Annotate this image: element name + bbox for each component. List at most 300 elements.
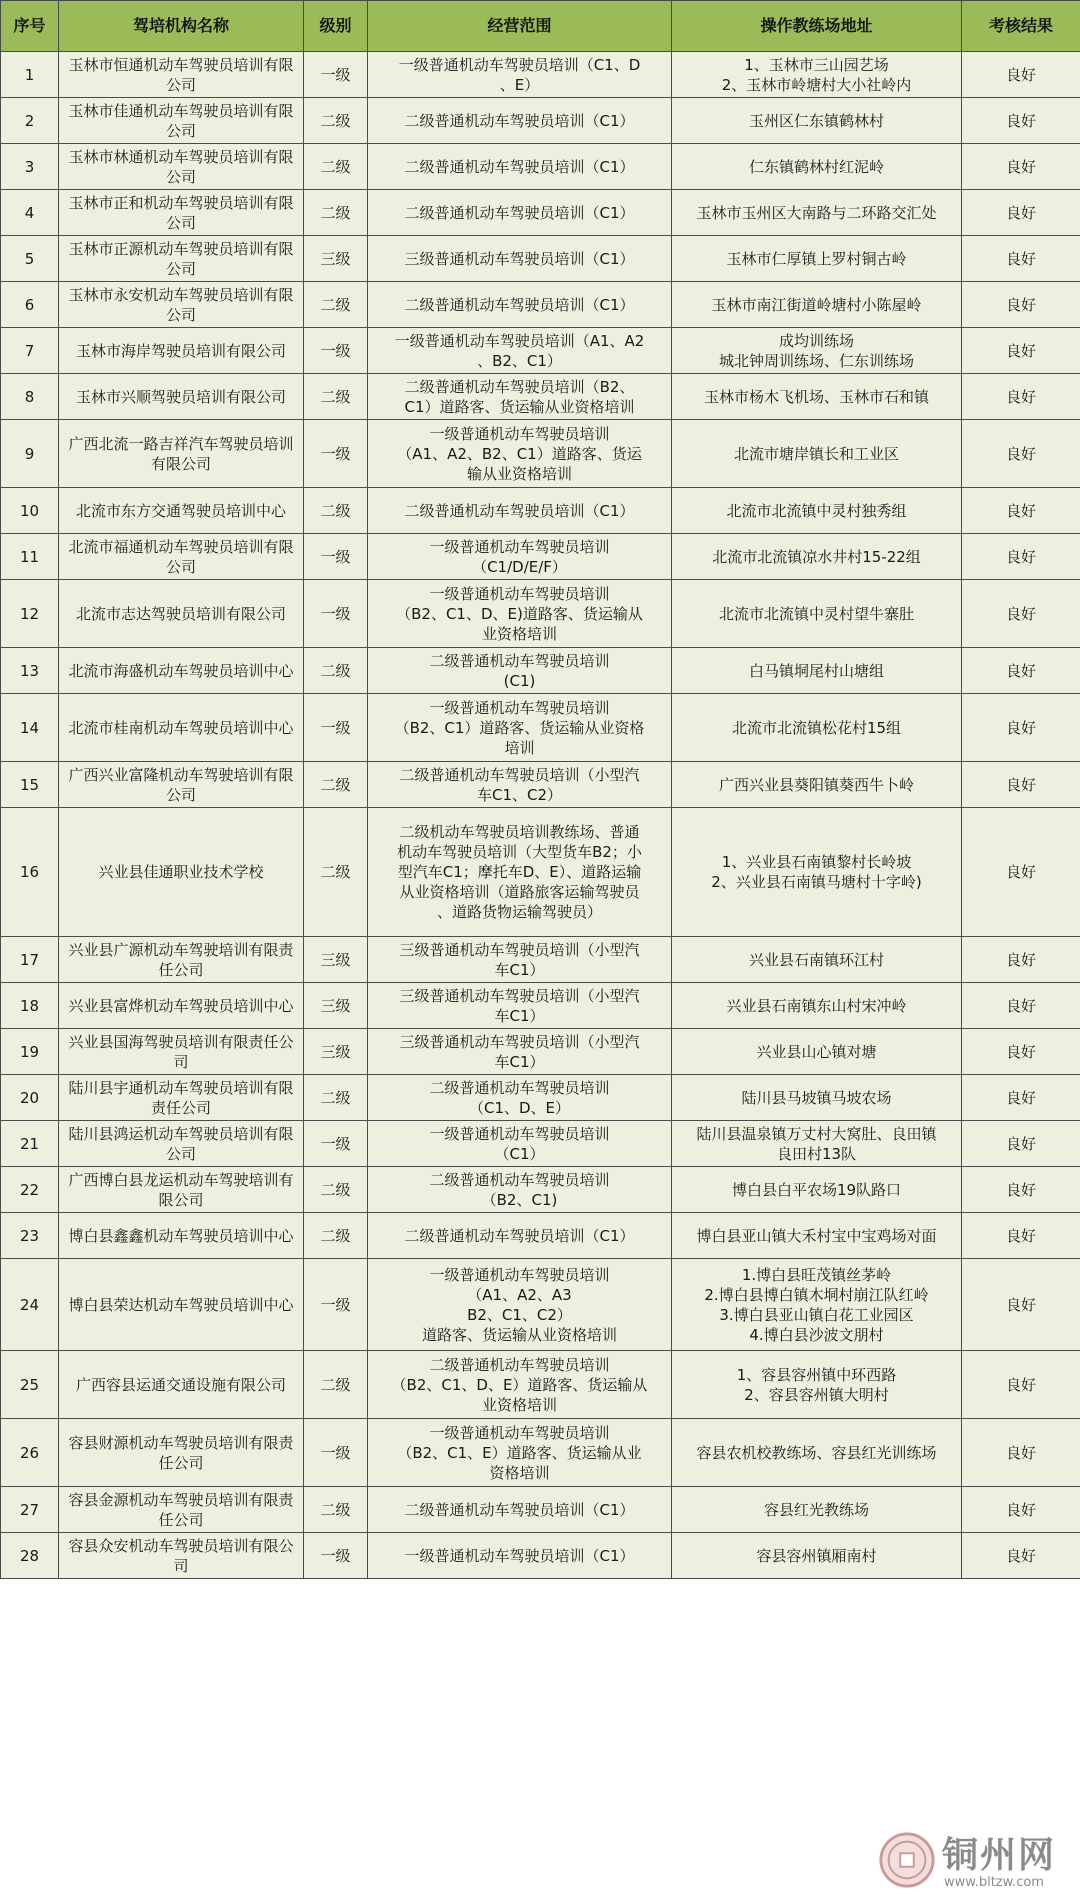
table-row — [1, 144, 1080, 190]
training-ground-address — [672, 694, 962, 762]
training-ground-address-line: 北流市北流镇中灵村望牛寨肚 — [718, 604, 914, 623]
business-scope — [368, 420, 672, 488]
business-scope-line: 一级普通机动车驾驶员培训 — [429, 584, 610, 603]
table-row — [1, 1213, 1080, 1259]
business-scope-line: (C1) — [503, 671, 536, 690]
institution-level: 一级 — [304, 580, 368, 648]
institution-level: 二级 — [304, 808, 368, 937]
institution-name: 广西兴业富隆机动车驾驶培训有限公司 — [59, 762, 304, 808]
business-scope-line: 一级普通机动车驾驶员培训 — [429, 1124, 610, 1143]
business-scope-line: （A1、A2、B2、C1）道路客、货运 — [397, 444, 642, 463]
business-scope-line: 三级普通机动车驾驶员培训（C1） — [404, 249, 635, 268]
institution-name: 玉林市正和机动车驾驶员培训有限公司 — [59, 190, 304, 236]
training-ground-address-line: 2.博白县博白镇木垌村崩江队红岭 — [704, 1285, 929, 1304]
business-scope — [368, 1533, 672, 1579]
business-scope-line: 、B2、C1） — [477, 351, 562, 370]
institution-level: 二级 — [304, 1351, 368, 1419]
training-ground-address — [672, 1351, 962, 1419]
table-row — [1, 808, 1080, 937]
training-ground-address-line: 博白县白平农场19队路口 — [731, 1180, 902, 1199]
training-ground-address-line: 兴业县石南镇环江村 — [748, 950, 884, 969]
training-ground-address-line: 陆川县马坡镇马坡农场 — [741, 1088, 892, 1107]
institution-name: 博白县鑫鑫机动车驾驶员培训中心 — [59, 1213, 304, 1259]
business-scope-line: （B2、C1）道路客、货运输从业资格 — [394, 718, 645, 737]
table-row — [1, 1029, 1080, 1075]
training-ground-address-line: 玉林市南江街道岭塘村小陈屋岭 — [711, 295, 922, 314]
business-scope-line: 三级普通机动车驾驶员培训（小型汽 — [399, 940, 640, 959]
business-scope — [368, 374, 672, 420]
business-scope — [368, 1259, 672, 1351]
institution-level: 一级 — [304, 1533, 368, 1579]
row-number: 5 — [1, 236, 59, 282]
business-scope-line: 二级普通机动车驾驶员培训（C1） — [404, 501, 635, 520]
institution-name: 北流市福通机动车驾驶员培训有限公司 — [59, 534, 304, 580]
business-scope-line: 业资格培训 — [481, 624, 557, 643]
business-scope-line: 车C1、C2） — [476, 785, 563, 804]
institution-name: 兴业县富烨机动车驾驶员培训中心 — [59, 983, 304, 1029]
assessment-result: 良好 — [962, 282, 1080, 328]
watermark-url: www.bltzw.com — [944, 1875, 1044, 1890]
business-scope-line: 二级普通机动车驾驶员培训 — [429, 651, 610, 670]
institution-level: 二级 — [304, 1075, 368, 1121]
assessment-result: 良好 — [962, 144, 1080, 190]
header-address: 操作教练场地址 — [672, 1, 962, 52]
table-row — [1, 236, 1080, 282]
institution-name: 玉林市正源机动车驾驶员培训有限公司 — [59, 236, 304, 282]
business-scope-line: 车C1） — [494, 1006, 545, 1025]
assessment-result: 良好 — [962, 328, 1080, 374]
training-ground-address — [672, 52, 962, 98]
assessment-result: 良好 — [962, 580, 1080, 648]
table-row — [1, 282, 1080, 328]
business-scope — [368, 1029, 672, 1075]
row-number: 19 — [1, 1029, 59, 1075]
institution-level: 二级 — [304, 98, 368, 144]
table-row — [1, 1167, 1080, 1213]
header-result: 考核结果 — [962, 1, 1080, 52]
training-ground-address-line: 容县红光教练场 — [763, 1500, 869, 1519]
row-number: 2 — [1, 98, 59, 144]
assessment-result: 良好 — [962, 694, 1080, 762]
institution-name: 玉林市海岸驾驶员培训有限公司 — [59, 328, 304, 374]
training-ground-address-line: 玉林市玉州区大南路与二环路交汇处 — [696, 203, 937, 222]
training-ground-address-line: 玉州区仁东镇鹤林村 — [748, 111, 884, 130]
institution-name: 玉林市林通机动车驾驶员培训有限公司 — [59, 144, 304, 190]
assessment-result: 良好 — [962, 534, 1080, 580]
business-scope — [368, 144, 672, 190]
table-row — [1, 694, 1080, 762]
row-number: 24 — [1, 1259, 59, 1351]
business-scope-line: （B2、C1) — [481, 1190, 558, 1209]
business-scope-line: 一级普通机动车驾驶员培训 — [429, 537, 610, 556]
business-scope-line: B2、C1、C2） — [467, 1305, 572, 1324]
assessment-result: 良好 — [962, 236, 1080, 282]
institution-name: 北流市桂南机动车驾驶员培训中心 — [59, 694, 304, 762]
training-ground-address-line: 陆川县温泉镇万丈村大窝肚、良田镇 — [696, 1124, 937, 1143]
training-ground-address-line: 容县农机校教练场、容县红光训练场 — [696, 1443, 937, 1462]
assessment-result: 良好 — [962, 1075, 1080, 1121]
assessment-result: 良好 — [962, 1419, 1080, 1487]
institution-name: 北流市海盛机动车驾驶员培训中心 — [59, 648, 304, 694]
business-scope — [368, 328, 672, 374]
business-scope — [368, 983, 672, 1029]
business-scope-line: 二级普通机动车驾驶员培训（小型汽 — [399, 765, 640, 784]
business-scope — [368, 1213, 672, 1259]
business-scope-line: （B2、C1、E）道路客、货运输从业 — [397, 1443, 642, 1462]
business-scope-line: 三级普通机动车驾驶员培训（小型汽 — [399, 986, 640, 1005]
row-number: 1 — [1, 52, 59, 98]
assessment-result: 良好 — [962, 1533, 1080, 1579]
table-row — [1, 648, 1080, 694]
institution-level: 一级 — [304, 694, 368, 762]
training-ground-address — [672, 420, 962, 488]
institution-name: 博白县荣达机动车驾驶员培训中心 — [59, 1259, 304, 1351]
training-ground-address — [672, 190, 962, 236]
business-scope-line: 型汽车C1；摩托车D、E）、道路运输 — [397, 863, 642, 881]
institution-name: 陆川县鸿运机动车驾驶员培训有限公司 — [59, 1121, 304, 1167]
business-scope — [368, 580, 672, 648]
training-ground-address-line: 1、兴业县石南镇黎村长岭坡 — [721, 853, 912, 871]
business-scope — [368, 236, 672, 282]
training-ground-address-line: 3.博白县亚山镇白花工业园区 — [719, 1305, 914, 1324]
training-ground-address-line: 北流市塘岸镇长和工业区 — [733, 444, 899, 463]
training-ground-address-line: 容县容州镇厢南村 — [756, 1546, 877, 1565]
row-number: 13 — [1, 648, 59, 694]
assessment-result: 良好 — [962, 1121, 1080, 1167]
training-ground-address-line: 博白县亚山镇大禾村宝中宝鸡场对面 — [696, 1226, 937, 1245]
business-scope-line: 二级普通机动车驾驶员培训（C1） — [404, 203, 635, 222]
row-number: 3 — [1, 144, 59, 190]
training-ground-address — [672, 1213, 962, 1259]
business-scope — [368, 1351, 672, 1419]
training-ground-address — [672, 1029, 962, 1075]
table-row — [1, 1419, 1080, 1487]
row-number: 11 — [1, 534, 59, 580]
row-number: 21 — [1, 1121, 59, 1167]
business-scope-line: 输从业资格培训 — [466, 464, 572, 483]
business-scope-line: 二级普通机动车驾驶员培训（C1） — [404, 111, 635, 130]
training-ground-address-line: 仁东镇鹤林村红泥岭 — [748, 157, 884, 176]
assessment-result: 良好 — [962, 420, 1080, 488]
training-ground-address-line: 4.博白县沙波文朋村 — [749, 1325, 884, 1344]
training-ground-address — [672, 983, 962, 1029]
training-ground-address — [672, 1259, 962, 1351]
institution-name: 玉林市佳通机动车驾驶员培训有限公司 — [59, 98, 304, 144]
table-row — [1, 190, 1080, 236]
institution-level: 二级 — [304, 762, 368, 808]
coin-logo-icon — [878, 1831, 936, 1889]
training-ground-address-line: 2、兴业县石南镇马塘村十字岭) — [711, 873, 922, 891]
institution-level: 二级 — [304, 1487, 368, 1533]
training-ground-address-line: 良田村13队 — [776, 1144, 857, 1163]
business-scope-line: C1）道路客、货运输从业资格培训 — [404, 397, 635, 416]
business-scope — [368, 98, 672, 144]
institution-level: 二级 — [304, 144, 368, 190]
business-scope — [368, 1487, 672, 1533]
business-scope — [368, 52, 672, 98]
training-ground-address — [672, 1533, 962, 1579]
assessment-result: 良好 — [962, 1029, 1080, 1075]
row-number: 7 — [1, 328, 59, 374]
institution-name: 广西博白县龙运机动车驾驶培训有限公司 — [59, 1167, 304, 1213]
institution-level: 二级 — [304, 190, 368, 236]
training-ground-address-line: 1、玉林市三山园艺场 — [744, 55, 889, 74]
assessment-result: 良好 — [962, 190, 1080, 236]
assessment-result: 良好 — [962, 1167, 1080, 1213]
institution-name: 北流市志达驾驶员培训有限公司 — [59, 580, 304, 648]
business-scope-line: 二级普通机动车驾驶员培训 — [429, 1170, 610, 1189]
business-scope-line: （C1/D/E/F） — [472, 557, 567, 576]
row-number: 16 — [1, 808, 59, 937]
assessment-result: 良好 — [962, 1487, 1080, 1533]
assessment-result: 良好 — [962, 488, 1080, 534]
row-number: 17 — [1, 937, 59, 983]
business-scope — [368, 534, 672, 580]
row-number: 28 — [1, 1533, 59, 1579]
assessment-result: 良好 — [962, 374, 1080, 420]
training-ground-address-line: 1.博白县旺茂镇丝茅岭 — [741, 1265, 892, 1284]
training-ground-address — [672, 580, 962, 648]
institution-level: 二级 — [304, 488, 368, 534]
institution-level: 二级 — [304, 282, 368, 328]
business-scope-line: 、E） — [499, 75, 540, 94]
training-ground-address — [672, 98, 962, 144]
training-ground-address — [672, 1419, 962, 1487]
business-scope-line: 二级普通机动车驾驶员培训（B2、 — [404, 377, 635, 396]
business-scope-line: 二级普通机动车驾驶员培训（C1） — [404, 295, 635, 314]
training-ground-address-line: 玉林市仁厚镇上罗村铜古岭 — [726, 249, 907, 268]
institution-name: 玉林市永安机动车驾驶员培训有限公司 — [59, 282, 304, 328]
table-row — [1, 1075, 1080, 1121]
table-row — [1, 983, 1080, 1029]
row-number: 20 — [1, 1075, 59, 1121]
business-scope-line: 、道路货物运输驾驶员） — [436, 903, 602, 921]
business-scope-line: 一级普通机动车驾驶员培训（A1、A2 — [394, 331, 645, 350]
watermark-name: 铜州网 — [942, 1834, 1057, 1876]
institution-level: 一级 — [304, 534, 368, 580]
table-row — [1, 488, 1080, 534]
business-scope-line: 一级普通机动车驾驶员培训 — [429, 424, 610, 443]
table-row — [1, 762, 1080, 808]
business-scope — [368, 488, 672, 534]
table-row — [1, 1533, 1080, 1579]
assessment-result: 良好 — [962, 983, 1080, 1029]
business-scope-line: 一级普通机动车驾驶员培训 — [429, 698, 610, 717]
institution-level: 二级 — [304, 1213, 368, 1259]
institution-name: 容县众安机动车驾驶员培训有限公司 — [59, 1533, 304, 1579]
training-ground-address-line: 广西兴业县葵阳镇葵西牛卜岭 — [718, 775, 914, 794]
business-scope — [368, 648, 672, 694]
institution-name: 玉林市恒通机动车驾驶员培训有限公司 — [59, 52, 304, 98]
institution-level: 三级 — [304, 236, 368, 282]
business-scope-line: 二级普通机动车驾驶员培训（C1） — [404, 157, 635, 176]
table-row — [1, 52, 1080, 98]
row-number: 27 — [1, 1487, 59, 1533]
table-row — [1, 1487, 1080, 1533]
row-number: 4 — [1, 190, 59, 236]
header-scope: 经营范围 — [368, 1, 672, 52]
institution-level: 二级 — [304, 1167, 368, 1213]
institution-level: 一级 — [304, 52, 368, 98]
business-scope-line: 资格培训 — [489, 1463, 550, 1482]
institution-level: 三级 — [304, 937, 368, 983]
row-number: 18 — [1, 983, 59, 1029]
row-number: 6 — [1, 282, 59, 328]
training-ground-address — [672, 1121, 962, 1167]
training-ground-address — [672, 1487, 962, 1533]
business-scope — [368, 808, 672, 937]
business-scope-line: 二级机动车驾驶员培训教练场、普通 — [399, 823, 640, 841]
table-row — [1, 420, 1080, 488]
business-scope-line: （C1） — [494, 1144, 545, 1163]
business-scope-line: 二级普通机动车驾驶员培训（C1） — [404, 1226, 635, 1245]
row-number: 22 — [1, 1167, 59, 1213]
table-row — [1, 1351, 1080, 1419]
business-scope — [368, 937, 672, 983]
training-ground-address — [672, 762, 962, 808]
training-ground-address-line: 玉林市杨木飞机场、玉林市石和镇 — [703, 387, 929, 406]
training-ground-address-line: 北流市北流镇松花村15组 — [731, 718, 902, 737]
table-row — [1, 580, 1080, 648]
assessment-result: 良好 — [962, 98, 1080, 144]
business-scope-line: （B2、C1、D、E）道路客、货运输从 — [391, 1375, 648, 1394]
training-ground-address — [672, 488, 962, 534]
business-scope — [368, 1075, 672, 1121]
institution-name: 北流市东方交通驾驶员培训中心 — [59, 488, 304, 534]
row-number: 25 — [1, 1351, 59, 1419]
table-row — [1, 374, 1080, 420]
training-ground-address-line: 北流市北流镇凉水井村15-22组 — [712, 547, 921, 566]
training-ground-address-line: 1、容县容州镇中环西路 — [736, 1365, 897, 1384]
business-scope-line: 二级普通机动车驾驶员培训 — [429, 1355, 610, 1374]
training-ground-address — [672, 808, 962, 937]
training-ground-address-line: 2、容县容州镇大明村 — [744, 1385, 889, 1404]
table-row — [1, 98, 1080, 144]
institution-level: 一级 — [304, 328, 368, 374]
business-scope-line: 一级普通机动车驾驶员培训 — [429, 1265, 610, 1284]
institution-level: 一级 — [304, 1121, 368, 1167]
business-scope-line: 机动车驾驶员培训（大型货车B2；小 — [397, 843, 642, 861]
business-scope-line: （C1、D、E） — [468, 1098, 571, 1117]
training-ground-address-line: 兴业县山心镇对塘 — [756, 1042, 877, 1061]
training-ground-address-line: 白马镇垌尾村山塘组 — [748, 661, 884, 680]
institution-name: 容县金源机动车驾驶员培训有限责任公司 — [59, 1487, 304, 1533]
business-scope — [368, 1419, 672, 1487]
row-number: 9 — [1, 420, 59, 488]
table-row — [1, 534, 1080, 580]
training-ground-address — [672, 236, 962, 282]
assessment-result: 良好 — [962, 1351, 1080, 1419]
table-row — [1, 937, 1080, 983]
business-scope-line: 业资格培训 — [481, 1395, 557, 1414]
training-ground-address — [672, 534, 962, 580]
institution-level: 二级 — [304, 374, 368, 420]
business-scope — [368, 1121, 672, 1167]
business-scope — [368, 1167, 672, 1213]
institution-name: 容县财源机动车驾驶员培训有限责任公司 — [59, 1419, 304, 1487]
row-number: 12 — [1, 580, 59, 648]
assessment-result: 良好 — [962, 52, 1080, 98]
business-scope — [368, 762, 672, 808]
training-ground-address — [672, 648, 962, 694]
assessment-result: 良好 — [962, 808, 1080, 937]
row-number: 14 — [1, 694, 59, 762]
business-scope-line: 从业资格培训（道路旅客运输驾驶员 — [399, 883, 640, 901]
institution-name: 陆川县宇通机动车驾驶员培训有限责任公司 — [59, 1075, 304, 1121]
assessment-result: 良好 — [962, 937, 1080, 983]
training-ground-address — [672, 328, 962, 374]
row-number: 23 — [1, 1213, 59, 1259]
business-scope — [368, 282, 672, 328]
row-number: 15 — [1, 762, 59, 808]
institution-level: 三级 — [304, 983, 368, 1029]
row-number: 26 — [1, 1419, 59, 1487]
business-scope-line: 三级普通机动车驾驶员培训（小型汽 — [399, 1032, 640, 1051]
watermark — [874, 1825, 1074, 1897]
training-ground-address-line: 2、玉林市岭塘村大小社岭内 — [721, 75, 912, 94]
assessment-result: 良好 — [962, 1259, 1080, 1351]
table-row — [1, 1259, 1080, 1351]
institution-name: 兴业县国海驾驶员培训有限责任公司 — [59, 1029, 304, 1075]
business-scope — [368, 694, 672, 762]
business-scope-line: 二级普通机动车驾驶员培训（C1） — [404, 1500, 635, 1519]
institution-level: 一级 — [304, 1419, 368, 1487]
institution-name: 玉林市兴顺驾驶员培训有限公司 — [59, 374, 304, 420]
institution-name: 广西北流一路吉祥汽车驾驶员培训有限公司 — [59, 420, 304, 488]
training-ground-address — [672, 282, 962, 328]
training-ground-address — [672, 1167, 962, 1213]
training-ground-address-line: 城北钟周训练场、仁东训练场 — [718, 351, 914, 370]
training-ground-address-line: 兴业县石南镇东山村宋冲岭 — [726, 996, 907, 1015]
business-scope-line: 车C1） — [494, 1052, 545, 1071]
header-row — [1, 1, 1080, 52]
business-scope-line: 培训 — [504, 738, 535, 757]
assessment-result: 良好 — [962, 648, 1080, 694]
training-ground-address — [672, 937, 962, 983]
business-scope-line: 一级普通机动车驾驶员培训 — [429, 1423, 610, 1442]
business-scope — [368, 190, 672, 236]
institution-name: 兴业县广源机动车驾驶培训有限责任公司 — [59, 937, 304, 983]
assessment-result: 良好 — [962, 762, 1080, 808]
table-row — [1, 328, 1080, 374]
row-number: 8 — [1, 374, 59, 420]
training-ground-address — [672, 144, 962, 190]
institution-name: 兴业县佳通职业技术学校 — [59, 808, 304, 937]
training-ground-address — [672, 374, 962, 420]
training-ground-address-line: 北流市北流镇中灵村独秀组 — [726, 501, 907, 520]
training-ground-address — [672, 1075, 962, 1121]
header-name: 驾培机构名称 — [59, 1, 304, 52]
institution-name: 广西容县运通交通设施有限公司 — [59, 1351, 304, 1419]
institution-level: 一级 — [304, 1259, 368, 1351]
institution-level: 一级 — [304, 420, 368, 488]
business-scope-line: 一级普通机动车驾驶员培训（C1） — [404, 1546, 635, 1565]
training-ground-address-line: 成均训练场 — [778, 331, 854, 350]
institution-level: 三级 — [304, 1029, 368, 1075]
business-scope-line: 一级普通机动车驾驶员培训（C1、D — [398, 55, 641, 74]
business-scope-line: 二级普通机动车驾驶员培训 — [429, 1078, 610, 1097]
assessment-result: 良好 — [962, 1213, 1080, 1259]
business-scope-line: 车C1） — [494, 960, 545, 979]
institution-level: 二级 — [304, 648, 368, 694]
business-scope-line: （B2、C1、D、E)道路客、货运输从 — [396, 604, 643, 623]
header-level: 级别 — [304, 1, 368, 52]
business-scope-line: 道路客、货运输从业资格培训 — [421, 1325, 617, 1344]
table-row — [1, 1121, 1080, 1167]
header-no: 序号 — [1, 1, 59, 52]
row-number: 10 — [1, 488, 59, 534]
business-scope-line: （A1、A2、A3 — [467, 1285, 572, 1304]
